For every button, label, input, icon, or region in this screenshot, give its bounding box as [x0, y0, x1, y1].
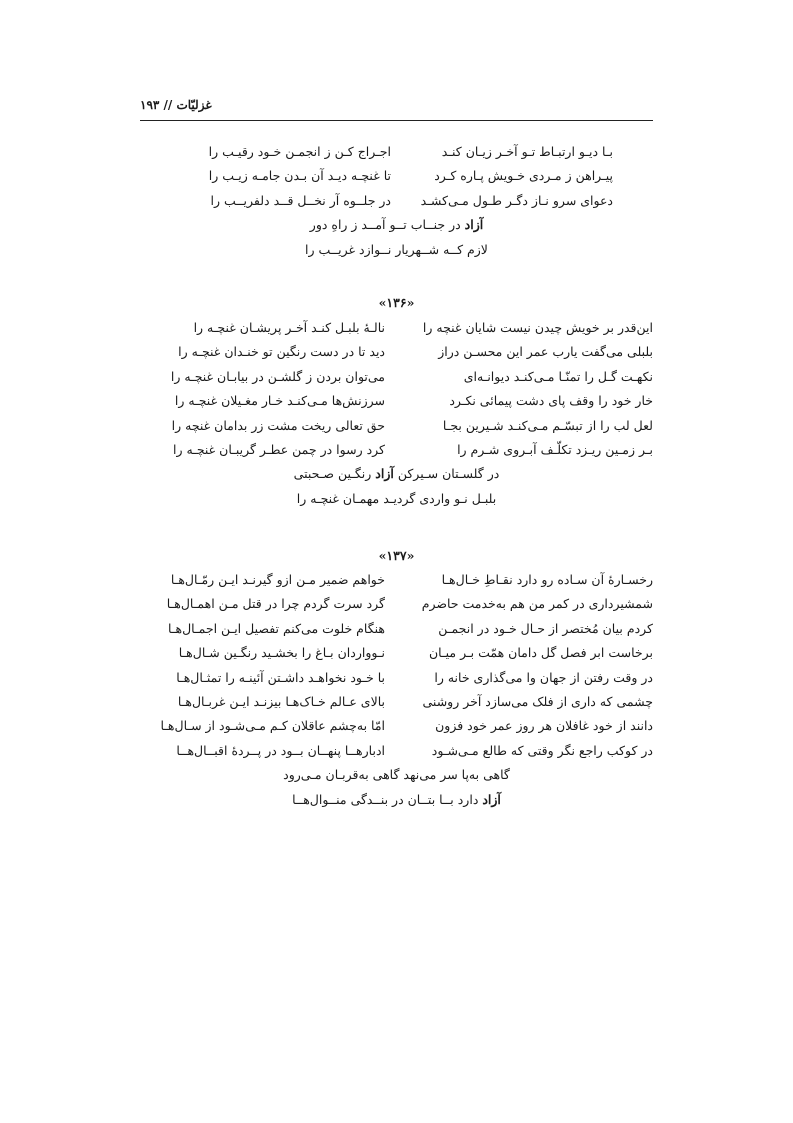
hemistich-second: گرد سرت گردم چرا در قتل مـن اهمـال‌هـا [166, 596, 385, 612]
hemistich-second: حق تعالی ریخت مشت زر بدامان غنچه را [171, 417, 385, 433]
couplet [140, 642, 653, 666]
running-title: غزلیّات // ۱۹۳ [140, 98, 212, 112]
couplet [140, 317, 653, 341]
poem-136 [140, 317, 653, 512]
closing-text: لازم کــه شــهریار نــوازد غریــب را [305, 241, 488, 257]
hemistich-second: خواهم ضمیر مـن ازو گیرنـد ایـن رمّـال‌هـا [170, 572, 385, 587]
hemistich-first: برخاست ابر فصل گل دامان همّت بـر میـان [429, 645, 653, 661]
hemistich-first: در وقت رفتن از جهان وا می‌گذاری خانه را [434, 669, 653, 685]
couplet [140, 190, 653, 214]
poem-number-137: «۱۳۷» [378, 548, 415, 563]
closing-line [140, 488, 653, 512]
hemistich-second: اجـراج کـن ز انجمـن خـود رقیـب را [208, 144, 391, 159]
hemistich-first: پیـراهن ز مـردی خـویش پـاره کـرد [434, 168, 613, 184]
closing-text: دارد بــا بتــان در بنــدگی منــوال‌هــا [292, 791, 483, 807]
hemistich-first: دانند از خود غافلان هر روز عمر خود فزون [435, 718, 653, 734]
hemistich-first: رخسـارهٔ آن سـاده رو دارد نقـاطِ خـال‌هـا [441, 572, 653, 587]
poem-number-136: «۱۳۶» [378, 295, 415, 310]
hemistich-second: کرد رسوا در چمن عطـر گریبـان غنچـه را [172, 441, 385, 457]
closing-line [140, 214, 653, 238]
hemistich-second: تا غنچـه دیـد آن بـدن جامـه زیـب را [208, 168, 391, 184]
couplet [140, 691, 653, 715]
hemistich-second: امّا به‌چشم عاقلان کـم مـی‌شـود از سـال‌هـا [160, 718, 385, 734]
hemistich-first: خار خود را وقف پای دشت پیمائی نکـرد [449, 393, 653, 409]
hemistich-first: بـر زمـین ریـزد تکلّـف آبـروی شـرم را [457, 441, 653, 457]
couplet [140, 740, 653, 764]
hemistich-first: در کوکب راجع نگر وقتی که طالع مـی‌شـود [431, 742, 653, 758]
couplet [140, 667, 653, 691]
poem-137 [140, 569, 653, 813]
couplet [140, 415, 653, 439]
hemistich-second: بالای عـالم خـاک‌هـا بیزنـد ایـن غربـال‌هـا [177, 693, 385, 709]
couplet [140, 439, 653, 463]
couplet [140, 366, 653, 390]
hemistich-second: هنگام خلوت می‌کنم تفصیل ایـن اجمـال‌هـا [168, 620, 385, 636]
closing-text: در گلسـتان سـیرکن [393, 466, 500, 482]
hemistich-second: دید تا در دست رنگین تو خنـدان غنچـه را [178, 344, 385, 360]
page-header [140, 96, 653, 121]
hemistich-second: ادبارهــا پنهــان بــود در پــردهٔ اقبــال‌هــا [176, 742, 385, 758]
poet-pen-name: آزاد [375, 466, 394, 482]
hemistich-second: می‌توان بردن ز گلشـن در بیابـان غنچـه را [170, 368, 385, 384]
couplet [140, 341, 653, 365]
closing-text: رنگـین صـحبتی [293, 466, 376, 482]
hemistich-second: نالـهٔ بلبـل کنـد آخـر پریشـان غنچـه را [193, 320, 385, 335]
hemistich-first: نکهـت گـل را تمنّـا مـی‌کنـد دیوانـه‌ای [463, 368, 653, 384]
couplet [140, 165, 653, 189]
hemistich-second: سرزنش‌ها مـی‌کنـد خـار مغـیلان غنچـه را [174, 393, 385, 409]
closing-line [140, 789, 653, 813]
hemistich-first: بـا دیـو ارتبـاط تـو آخـر زیـان کنـد [441, 144, 613, 159]
couplet [140, 593, 653, 617]
hemistich-first: این‌قدر بر خویش چیدن نیست شایان غنچه را [422, 320, 653, 335]
closing-text: در جنــاب تــو آمــد ز راهِ دور [309, 217, 465, 233]
hemistich-second: در جلــوه آر نخــل قــد دلفریــب را [210, 192, 391, 208]
poet-pen-name: آزاد [482, 791, 501, 807]
hemistich-first: شمشیرداری در کمر من هم به‌خدمت حاضرم [421, 596, 653, 612]
hemistich-first: کردم بیان مُختصر از حـال خـود در انجمـن [438, 620, 653, 636]
poet-pen-name: آزاد [464, 217, 484, 233]
closing-text: گاهی به‌پا سر می‌نهد گاهی به‌قربـان مـی‌رود [283, 767, 510, 783]
couplet [140, 569, 653, 593]
couplet [140, 618, 653, 642]
closing-line [140, 764, 653, 788]
hemistich-first: دعوای سرو نـاز دگـر طـول مـی‌کشـد [420, 192, 613, 208]
hemistich-first: لعل لب را از تبسّـم مـی‌کنـد شـیرین بجـا [442, 417, 653, 433]
closing-text: بلبـل نـو واردی گردیـد مهمـان غنچـه را [296, 490, 497, 506]
couplet [140, 390, 653, 414]
hemistich-second: با خـود نخواهـد داشـتن آئینـه را تمثـال‌هـا [176, 669, 385, 685]
hemistich-first: بلبلی می‌گفت یارب عمر این محسـن دراز [438, 344, 653, 360]
hemistich-first: چشمی که داری از فلک می‌سازد آخر روشنی [422, 693, 653, 709]
closing-line [140, 463, 653, 487]
couplet [140, 715, 653, 739]
hemistich-second: نـوواردان بـاغ را بخشـید رنگـین شـال‌هـا [178, 645, 385, 661]
closing-line [140, 239, 653, 263]
poem-continuation [140, 141, 653, 263]
couplet [140, 141, 653, 165]
